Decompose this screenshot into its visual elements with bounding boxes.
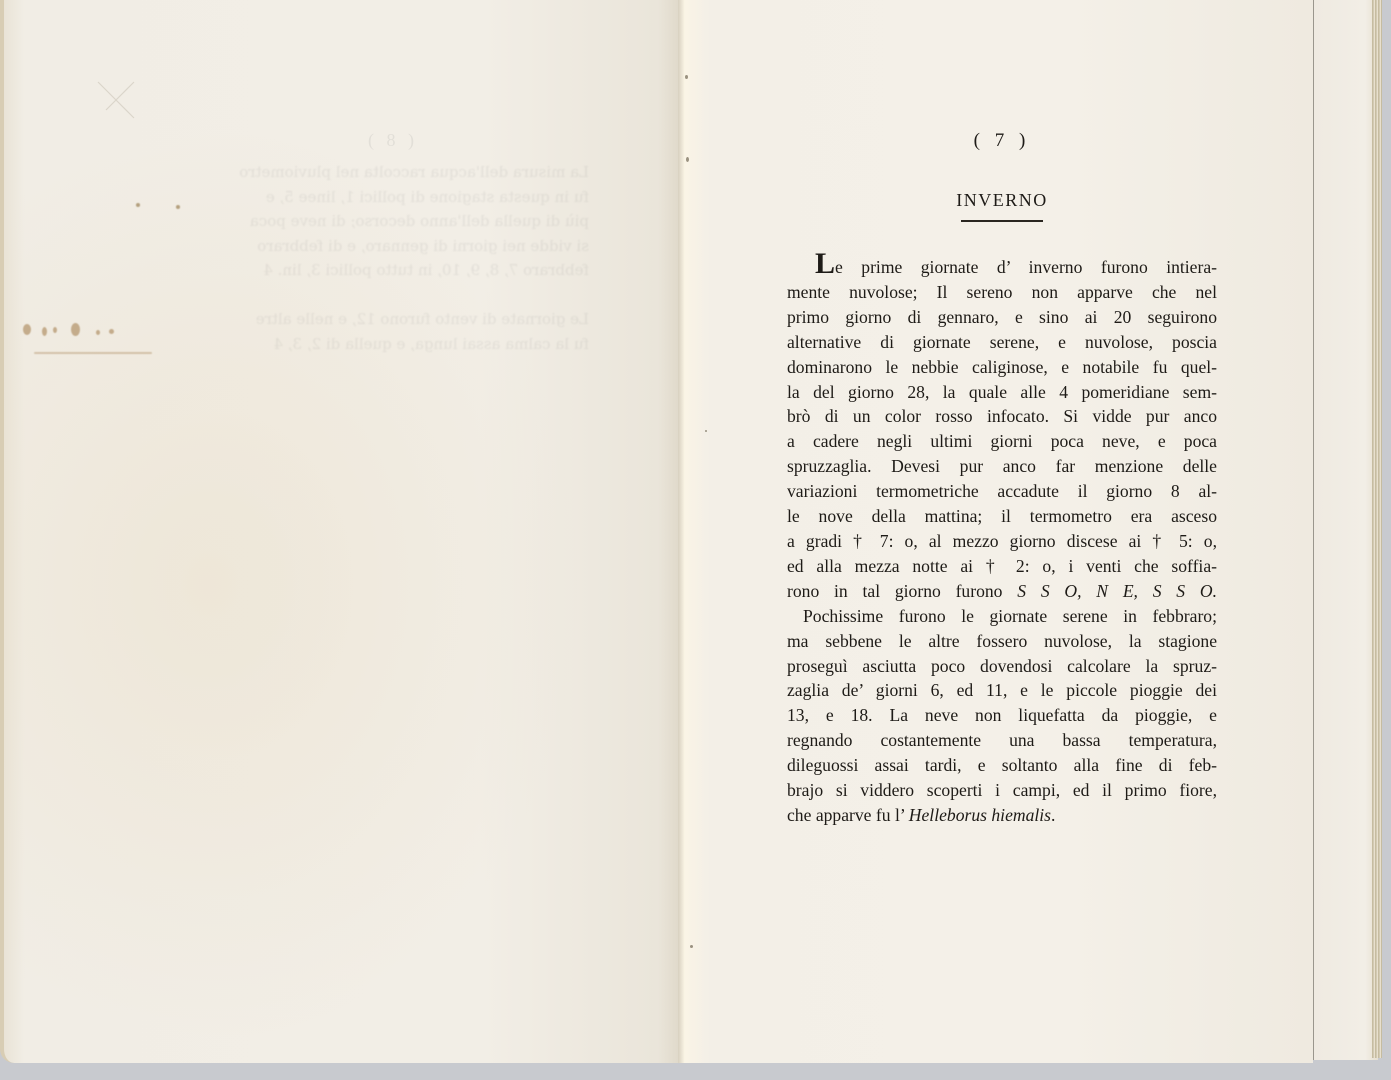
- text-line: ed alla mezza notte ai † 2: o, i venti che soffia-: [787, 555, 1217, 576]
- text-line-content: e prime giornate d’ inverno furono intiera-: [835, 257, 1217, 277]
- showthrough-line: La misura dell'acqua raccolta nel pluviometro: [239, 163, 589, 181]
- section-heading: INVERNO: [956, 190, 1048, 210]
- text-line: a gradi † 7: o, al mezzo giorno discese ai † 5: o,: [787, 530, 1217, 551]
- left-page: [0, 0, 685, 1063]
- drop-cap: L: [815, 247, 836, 280]
- text-line: proseguì asciutta poco dovendosi calcolare la spruz-: [787, 655, 1217, 676]
- speck: [686, 157, 689, 162]
- text-line: [787, 803, 1217, 828]
- showthrough-line: più di quella dell'anno decorso; di neve poca: [249, 212, 589, 230]
- showthrough-line: febbraro 7, 8, 9, 10, in tutto pollici 3, lin. 4: [263, 261, 589, 279]
- text-line: ma sebbene le altre fossero nuvolose, la stagione: [787, 630, 1217, 651]
- species-name: Helleborus hiemalis: [908, 804, 1051, 825]
- showthrough-page-number: ( 8 ): [364, 130, 414, 150]
- pencil-cross-mark: [96, 80, 136, 120]
- text-line-content: .: [1051, 804, 1056, 825]
- page-edges: [1372, 0, 1382, 1058]
- text-line: alternative di giornate serene, e nuvolose, poscia: [787, 331, 1217, 352]
- speck: [705, 430, 707, 432]
- text-line: dileguossi assai tardi, e soltanto alla fine di feb-: [787, 755, 1217, 776]
- wind-directions: S S O, N E, S S O.: [1017, 580, 1217, 601]
- folded-page-flap: [1313, 0, 1378, 1060]
- text-line: regnando costantemente una bassa temperatura,: [787, 730, 1217, 751]
- text-line: zaglia de’ giorni 6, ed 11, e le piccole pioggie dei: [787, 680, 1217, 701]
- page-number: ( 7 ): [973, 130, 1031, 151]
- showthrough-line: fu la calma assai lunga, e quella di 2, 3, 4: [273, 334, 589, 353]
- text-line: variazioni termometriche accadute il giorno 8 al-: [787, 481, 1217, 502]
- text-line: a cadere negli ultimi giorni poca neve, e poca: [787, 431, 1217, 452]
- text-line: spruzzaglia. Devesi pur anco far menzione delle: [787, 456, 1217, 477]
- text-line: dominarono le nebbie caliginose, e notabile fu quel-: [787, 356, 1217, 377]
- text-line: brò di un color rosso infocato. Si vidde pur anco: [787, 406, 1217, 427]
- showthrough-line: [169, 283, 589, 308]
- body-text: [787, 247, 1217, 828]
- text-line: Pochissime furono le giornate serene in febbraro;: [803, 605, 1217, 626]
- speck: [690, 945, 693, 948]
- text-line: [787, 579, 1217, 604]
- text-line: la del giorno 28, la quale alle 4 pomeridiane sem-: [787, 381, 1217, 402]
- text-line: le nove della mattina; il termometro era asceso: [787, 506, 1217, 527]
- showthrough-line: Le giornate di vento furono 12, e nelle altre: [255, 310, 589, 328]
- heading-rule: [961, 220, 1043, 222]
- text-line: 13, e 18. La neve non liquefatta da pioggie, e: [787, 705, 1217, 726]
- showthrough-line: fu in questa stagione di pollici 1, linee 5, e: [265, 187, 589, 206]
- speck: [685, 75, 688, 79]
- page-text-block: [787, 120, 1217, 828]
- text-line-content: che apparve fu l’: [787, 804, 909, 825]
- text-line-content: rono in tal giorno furono: [787, 580, 1018, 601]
- text-line: primo giorno di gennaro, e sino ai 20 seguirono: [787, 306, 1217, 327]
- text-line: mente nuvolose; Il sereno non apparve che nel: [787, 281, 1217, 302]
- text-line: [787, 247, 1217, 280]
- text-line: brajo si viddero scoperti i campi, ed il primo fiore,: [787, 780, 1217, 801]
- showthrough-line: si vidde nei giorni di gennaro, e di febbraro: [257, 236, 589, 255]
- showthrough-text: [169, 160, 589, 356]
